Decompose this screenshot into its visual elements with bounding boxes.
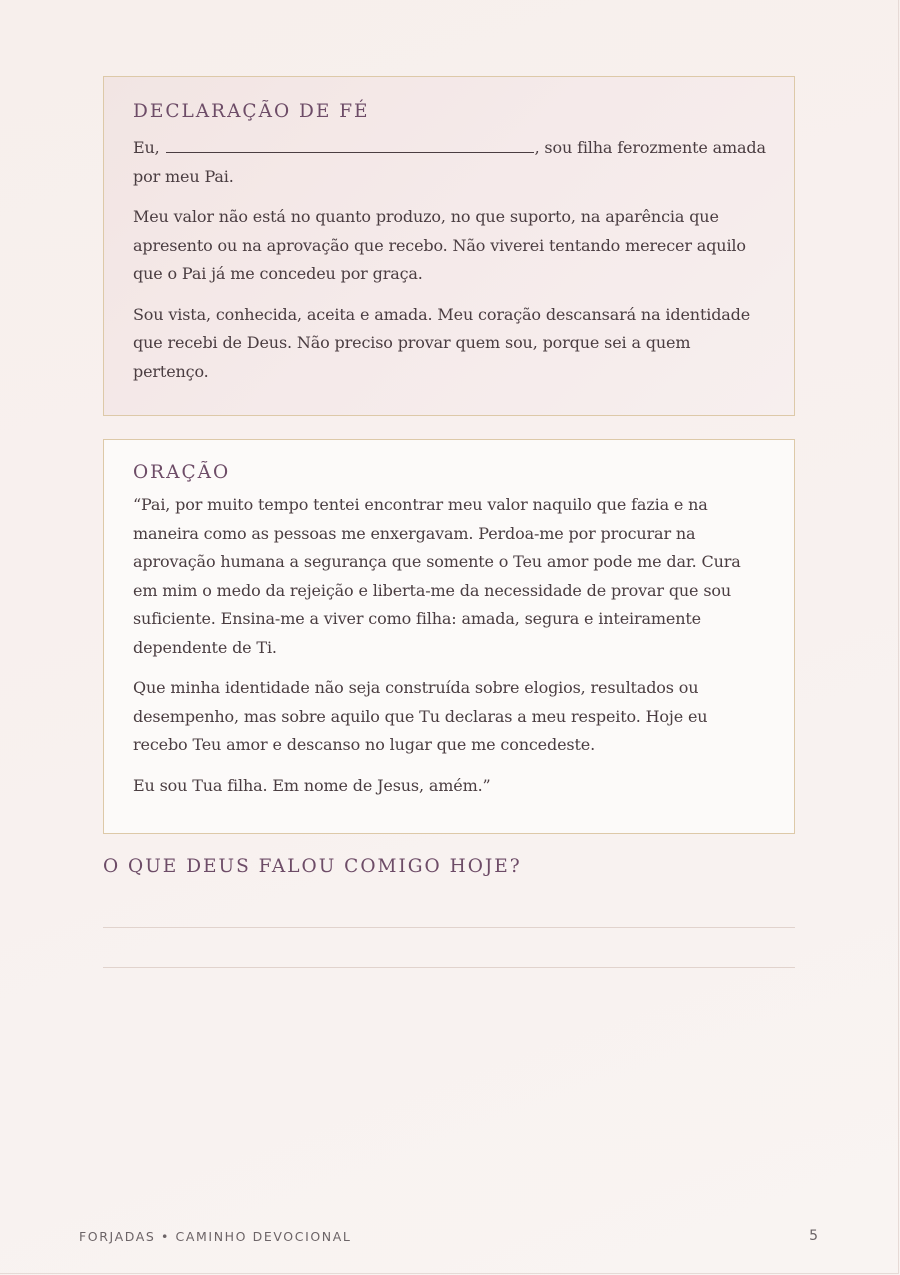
journal-writing-line-1	[103, 927, 795, 928]
prayer-paragraph-3: Eu sou Tua filha. Em nome de Jesus, amém.”	[133, 775, 491, 795]
journal-title: O QUE DEUS FALOU COMIGO HOJE?	[103, 856, 522, 877]
declaration-line1-suffix: , sou filha ferozmente amada por meu Pai.	[133, 138, 766, 186]
declaration-paragraph-1	[133, 134, 766, 191]
journal-writing-line-2	[103, 967, 795, 968]
footer-book-title: FORJADAS • CAMINHO DEVOCIONAL	[79, 1229, 352, 1244]
declaration-of-faith-box	[103, 76, 795, 416]
declaration-title: DECLARAÇÃO DE FÉ	[133, 101, 370, 122]
declaration-paragraph-3: Sou vista, conhecida, aceita e amada. Meu coração descansará na identidade que recebi de Deus. Não preciso provar quem sou, porque sei a quem pertenço.	[133, 304, 751, 381]
declaration-paragraph-2: Meu valor não está no quanto produzo, no que suporto, na aparência que apresento ou na aprovação que recebo. Não viverei tentando merecer aquilo que o Pai já me concedeu por graça.	[133, 207, 746, 283]
declaration-line1-prefix: Eu,	[133, 138, 160, 157]
prayer-box	[103, 439, 795, 834]
prayer-title: ORAÇÃO	[133, 462, 231, 483]
name-blank-line	[166, 136, 534, 153]
page-number: 5	[809, 1228, 818, 1244]
prayer-paragraph-2: Que minha identidade não seja construída sobre elogios, resultados ou desempenho, mas sobre aquilo que Tu declaras a meu respeito. Hoje eu recebo Teu amor e descanso no lugar que me concedeste.	[133, 678, 708, 754]
prayer-paragraph-1: “Pai, por muito tempo tentei encontrar meu valor naquilo que fazia e na maneira como as pessoas me enxergavam. Perdoa-me por procurar na aprovação humana a segurança que somente o Teu amor pode me dar. Cura em mim o medo da rejeição e liberta-me da necessidade de provar que sou suficiente. Ensina-me a viver como filha: amada, segura e inteiramente dependente de Ti.	[133, 495, 741, 657]
